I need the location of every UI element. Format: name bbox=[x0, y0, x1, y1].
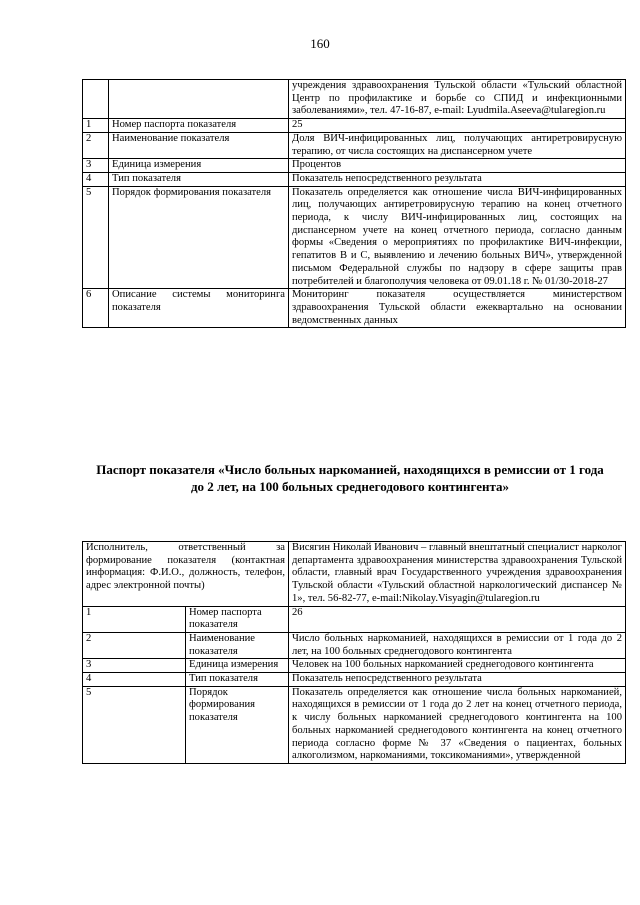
indicator-passport-table-25 bbox=[82, 79, 626, 328]
row-value: Человек на 100 больных наркоманией среднегодового контингента bbox=[289, 659, 626, 673]
row-label: Тип показателя bbox=[109, 172, 289, 186]
table-row bbox=[83, 686, 626, 763]
row-label: Наименование показателя bbox=[109, 132, 289, 158]
row-value: Показатель непосредственного результата bbox=[289, 172, 626, 186]
table-row bbox=[83, 159, 626, 173]
row-number: 4 bbox=[83, 172, 109, 186]
row-number: 4 bbox=[83, 673, 186, 687]
label-cell bbox=[109, 80, 289, 119]
row-value: Показатель определяется как отношение числа ВИЧ-инфицированных лиц, получающих антиретровирусную терапию на конец отчетного периода, к числу ВИЧ-инфицированных лиц, состоящих на диспансерном учете на конец отчетного периода, согласно данным формы «Сведения о мероприятиях по профилактике ВИЧ-инфекции, гепатитов В и С, выявлению и лечению больных ВИЧ», утвержденной письмом Федеральной службы по надзору в сфере защиты прав потребителей и благополучия человека от 09.01.18 г. № 01/30-2018-27 bbox=[289, 186, 626, 289]
row-value: Показатель определяется как отношение числа больных наркоманией, находящихся в ремиссии от 1 года до 2 лет на конец отчетного периода, к числу больных наркоманией среднегодового контингента на 100 больных наркоманией среднегодового контингента на конец отчетного периода согласно форме № 37 «Сведения о пациентах, больных алкоголизмом, наркоманиями, токсикоманиями», утвержденной bbox=[289, 686, 626, 763]
row-label: Номер паспорта показателя bbox=[109, 119, 289, 133]
section-heading: Паспорт показателя «Число больных наркоманией, находящихся в ремиссии от 1 года до 2 лет, на 100 больных среднегодового контингента» bbox=[96, 462, 604, 494]
table-row bbox=[83, 186, 626, 289]
row-label: Порядок формирования показателя bbox=[109, 186, 289, 289]
row-value: Доля ВИЧ-инфицированных лиц, получающих антиретровирусную терапию, от числа состоящих на диспансерном учете bbox=[289, 132, 626, 158]
row-label: Наименование показателя bbox=[186, 632, 289, 658]
row-value: Процентов bbox=[289, 159, 626, 173]
table-row bbox=[83, 606, 626, 632]
row-value: Показатель непосредственного результата bbox=[289, 673, 626, 687]
table-row bbox=[83, 80, 626, 119]
row-value: Число больных наркоманией, находящихся в ремиссии от 1 года до 2 лет, на 100 больных среднегодового контингента bbox=[289, 632, 626, 658]
row-label: Тип показателя bbox=[186, 673, 289, 687]
table-row bbox=[83, 119, 626, 133]
row-value: 26 bbox=[289, 606, 626, 632]
row-number-cell bbox=[83, 80, 109, 119]
row-label: Описание системы мониторинга показателя bbox=[109, 289, 289, 328]
table-row bbox=[83, 673, 626, 687]
row-value: Мониторинг показателя осуществляется министерством здравоохранения Тульской области ежеквартально на основании ведомственных данных bbox=[289, 289, 626, 328]
row-label: Единица измерения bbox=[109, 159, 289, 173]
row-number: 6 bbox=[83, 289, 109, 328]
executor-contact-continuation: учреждения здравоохранения Тульской области «Тульский областной Центр по профилактике и борьбе со СПИД и инфекционными заболеваниями», тел. 47-16-87, e-mail: Lyudmila.Aseeva@tularegion.ru bbox=[289, 80, 626, 119]
row-number: 5 bbox=[83, 686, 186, 763]
table-row bbox=[83, 659, 626, 673]
row-value: 25 bbox=[289, 119, 626, 133]
executor-label: Исполнитель, ответственный за формирование показателя (контактная информация: Ф.И.О., должность, телефон, адрес электронной почты) bbox=[83, 542, 289, 607]
executor-contact: Висягин Николай Иванович – главный внештатный специалист нарколог департамента здравоохранения министерства здравоохранения Тульской области, главный врач Государственного учреждения здравоохранения Тульской области «Тульский областной наркологический диспансер № 1», тел. 56-82-77, e-mail:Nikolay.Visyagin@tularegion.ru bbox=[289, 542, 626, 607]
row-label: Порядок формирования показателя bbox=[186, 686, 289, 763]
row-number: 1 bbox=[83, 119, 109, 133]
row-number: 3 bbox=[83, 659, 186, 673]
row-label: Номер паспорта показателя bbox=[186, 606, 289, 632]
row-number: 3 bbox=[83, 159, 109, 173]
row-number: 2 bbox=[83, 132, 109, 158]
table-row bbox=[83, 632, 626, 658]
row-number: 1 bbox=[83, 606, 186, 632]
table-row bbox=[83, 542, 626, 607]
row-label: Единица измерения bbox=[186, 659, 289, 673]
table-row bbox=[83, 172, 626, 186]
table-row bbox=[83, 132, 626, 158]
table-row bbox=[83, 289, 626, 328]
row-number: 2 bbox=[83, 632, 186, 658]
row-number: 5 bbox=[83, 186, 109, 289]
indicator-passport-table-26 bbox=[82, 541, 626, 764]
page-number: 160 bbox=[310, 36, 330, 51]
